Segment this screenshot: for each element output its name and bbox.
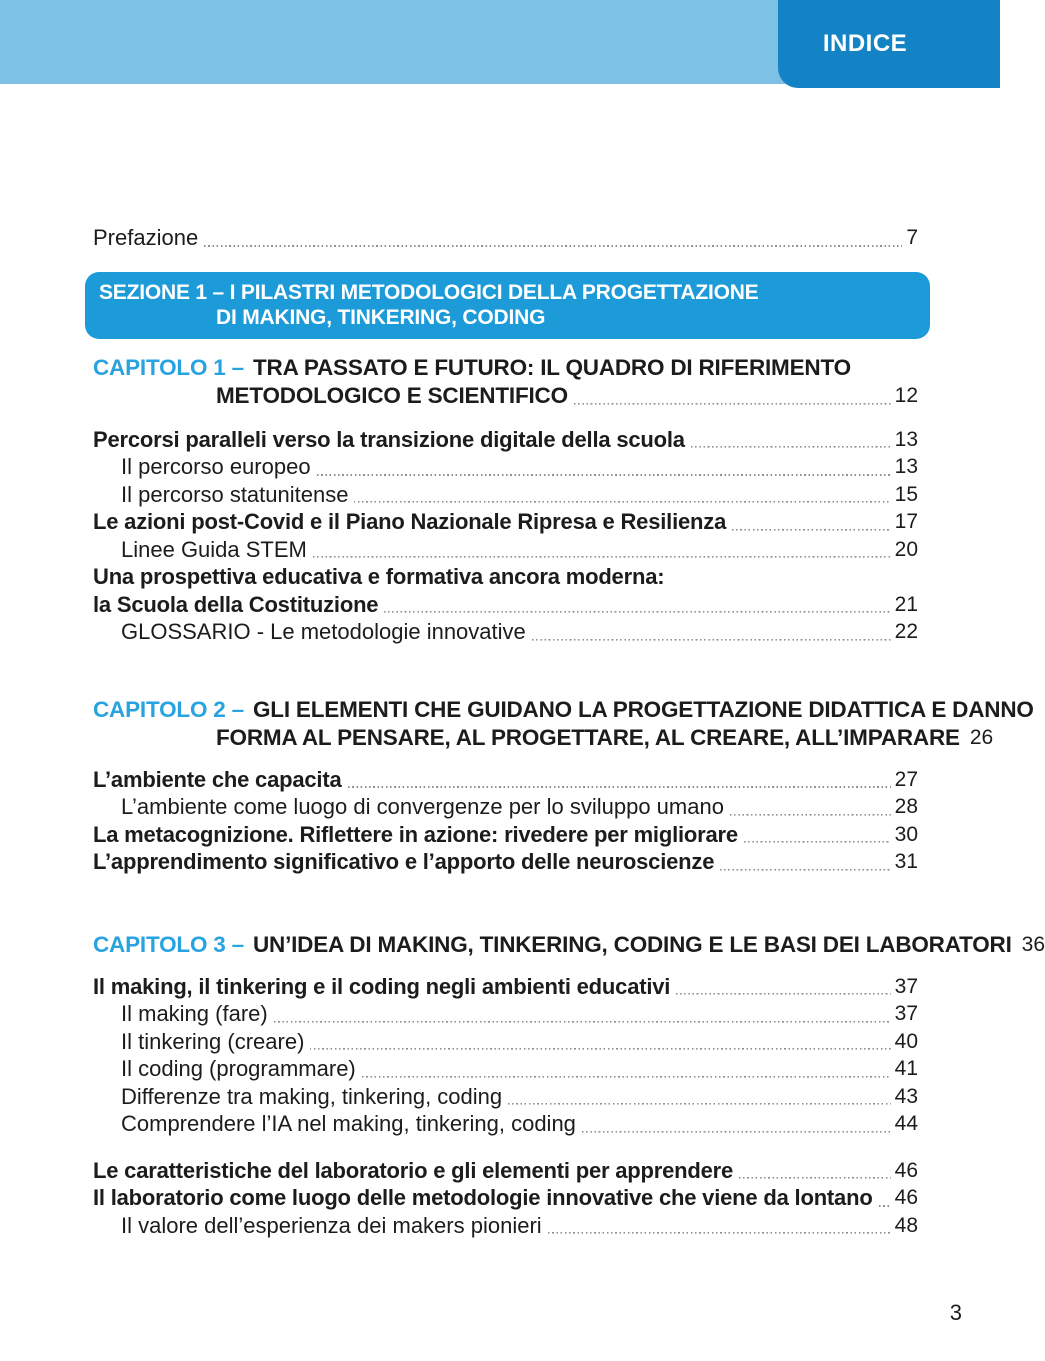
page-number: 7 xyxy=(906,226,918,249)
section-banner xyxy=(85,272,930,339)
toc-entry-row xyxy=(93,508,918,536)
chapter-prefix: CAPITOLO 1 – xyxy=(93,354,244,380)
page-number: 36 xyxy=(1021,932,1045,956)
chapter-prefix: CAPITOLO 3 – xyxy=(93,931,244,957)
toc-entry-row xyxy=(93,618,918,646)
leader-dots xyxy=(879,1205,891,1207)
toc-entry-row xyxy=(93,696,1034,724)
toc-entry-row xyxy=(93,973,918,1001)
toc-entry-row xyxy=(93,563,918,591)
page-number: 43 xyxy=(894,1084,918,1108)
page-number: 40 xyxy=(894,1029,918,1053)
toc-entry-row xyxy=(93,426,918,454)
page-number: 44 xyxy=(894,1112,918,1135)
chapter-prefix: CAPITOLO 2 – xyxy=(93,696,244,722)
page-number: 13 xyxy=(894,427,918,451)
entry-label: Il coding (programmare) xyxy=(121,1056,356,1081)
page-number: 48 xyxy=(894,1213,918,1237)
entry-label: Il making (fare) xyxy=(121,1001,268,1026)
leader-dots xyxy=(548,1232,891,1234)
page-number: 46 xyxy=(894,1158,918,1182)
entry-label: GLI ELEMENTI CHE GUIDANO LA PROGETTAZIONE DIDATTICA E DANNO xyxy=(252,696,1034,722)
entry-label: TRA PASSATO E FUTURO: IL QUADRO DI RIFERIMENTO xyxy=(252,354,851,380)
page-number: 13 xyxy=(894,455,918,478)
leader-dots xyxy=(582,1131,891,1133)
leader-dots xyxy=(313,556,891,558)
entry-label: Le caratteristiche del laboratorio e gli elementi per apprendere xyxy=(93,1157,734,1183)
toc-entry-row xyxy=(93,1157,918,1185)
leader-dots xyxy=(730,814,891,816)
page-number: 15 xyxy=(894,482,918,506)
page-number: 26 xyxy=(969,725,994,749)
page-number: 28 xyxy=(894,795,918,818)
toc-container xyxy=(93,84,1045,1239)
entry-label: Il percorso statunitense xyxy=(121,481,349,507)
entry-label: Percorsi paralleli verso la transizione digitale della scuola xyxy=(93,426,685,452)
entry-label: L’ambiente come luogo di convergenze per lo sviluppo umano xyxy=(121,794,724,819)
leader-dots xyxy=(317,474,891,476)
entry-label: UN’IDEA DI MAKING, TINKERING, CODING E LE BASI DEI LABORATORI xyxy=(252,931,1012,957)
leader-dots xyxy=(310,1048,890,1050)
toc-entry-row xyxy=(93,481,918,509)
toc-entry-row xyxy=(93,821,918,849)
toc-entry-row xyxy=(93,1212,918,1240)
toc-entry-row xyxy=(93,1184,918,1212)
page-number: 21 xyxy=(894,592,918,616)
leader-dots xyxy=(691,446,891,448)
page-number: 46 xyxy=(894,1186,918,1209)
leader-dots xyxy=(204,245,902,247)
page-number: 37 xyxy=(894,974,918,998)
toc-entry-row xyxy=(93,1000,918,1028)
page-number: 31 xyxy=(894,850,918,873)
entry-label: Linee Guida STEM xyxy=(121,536,307,562)
entry-label: L’apprendimento significativo e l’apporto delle neuroscienze xyxy=(93,849,715,874)
leader-dots xyxy=(739,1177,891,1179)
page-number: 30 xyxy=(894,822,918,846)
leader-dots xyxy=(362,1076,891,1078)
page-number: 22 xyxy=(894,620,918,643)
entry-label: Il tinkering (creare) xyxy=(121,1028,305,1054)
leader-dots xyxy=(508,1103,891,1105)
leader-dots xyxy=(384,611,890,613)
entry-label: GLOSSARIO - Le metodologie innovative xyxy=(121,619,526,644)
toc-entry-row xyxy=(93,848,918,876)
entry-label: Prefazione xyxy=(93,225,199,250)
page-number: 27 xyxy=(894,767,918,791)
entry-label: La metacognizione. Riflettere in azione: rivedere per migliorare xyxy=(93,821,738,847)
page-number: 20 xyxy=(894,537,918,561)
leader-dots xyxy=(354,501,890,503)
entry-label: Una prospettiva educativa e formativa ancora moderna: xyxy=(93,564,665,589)
toc-entry-row xyxy=(93,793,918,821)
toc-entry-row xyxy=(93,453,918,481)
entry-label: L’ambiente che capacita xyxy=(93,766,342,792)
leader-dots xyxy=(676,993,890,995)
page-number: 37 xyxy=(894,1002,918,1025)
toc-entry-row xyxy=(93,224,918,252)
page-title: INDICE xyxy=(822,30,908,57)
toc-entry-row xyxy=(93,766,918,794)
entry-label: Differenze tra making, tinkering, coding xyxy=(121,1083,503,1109)
toc-entry-row xyxy=(93,591,918,619)
entry-label: Il percorso europeo xyxy=(121,454,311,479)
leader-dots xyxy=(744,841,891,843)
page-number: 17 xyxy=(894,510,918,533)
entry-label: Comprendere l’IA nel making, tinkering, coding xyxy=(121,1111,576,1136)
indice-tab xyxy=(778,0,1000,88)
entry-label: METODOLOGICO E SCIENTIFICO xyxy=(216,382,568,408)
entry-label: Il making, il tinkering e il coding negli ambienti educativi xyxy=(93,973,671,999)
entry-label: la Scuola della Costituzione xyxy=(93,591,379,617)
toc-entry-row xyxy=(93,931,1045,959)
toc-entry-row xyxy=(93,724,994,752)
toc-entry-row xyxy=(93,1028,918,1056)
toc-entry-row xyxy=(93,1110,918,1138)
page-number: 12 xyxy=(894,383,918,407)
entry-label: FORMA AL PENSARE, AL PROGETTARE, AL CREARE, ALL’IMPARARE xyxy=(216,724,960,750)
entry-label: Le azioni post-Covid e il Piano Nazionale Ripresa e Resilienza xyxy=(93,509,727,534)
leader-dots xyxy=(720,869,890,871)
section-banner-line1: SEZIONE 1 – I PILASTRI METODOLOGICI DELLA PROGETTAZIONE xyxy=(99,280,759,304)
leader-dots xyxy=(348,786,891,788)
toc-entry-row xyxy=(93,1083,918,1111)
toc-entry-row xyxy=(93,354,918,382)
page-number: 41 xyxy=(894,1057,918,1080)
entry-label: Il valore dell’esperienza dei makers pionieri xyxy=(121,1212,542,1238)
folio-page-number: 3 xyxy=(949,1300,962,1325)
section-banner-line2: DI MAKING, TINKERING, CODING xyxy=(216,305,546,329)
toc-entry-row xyxy=(93,536,918,564)
leader-dots xyxy=(532,639,891,641)
toc-entry-row xyxy=(93,382,918,410)
toc-entry-row xyxy=(93,1055,918,1083)
leader-dots xyxy=(732,529,891,531)
entry-label: Il laboratorio come luogo delle metodologie innovative che viene da lontano xyxy=(93,1185,873,1210)
leader-dots xyxy=(274,1021,891,1023)
leader-dots xyxy=(574,403,891,405)
